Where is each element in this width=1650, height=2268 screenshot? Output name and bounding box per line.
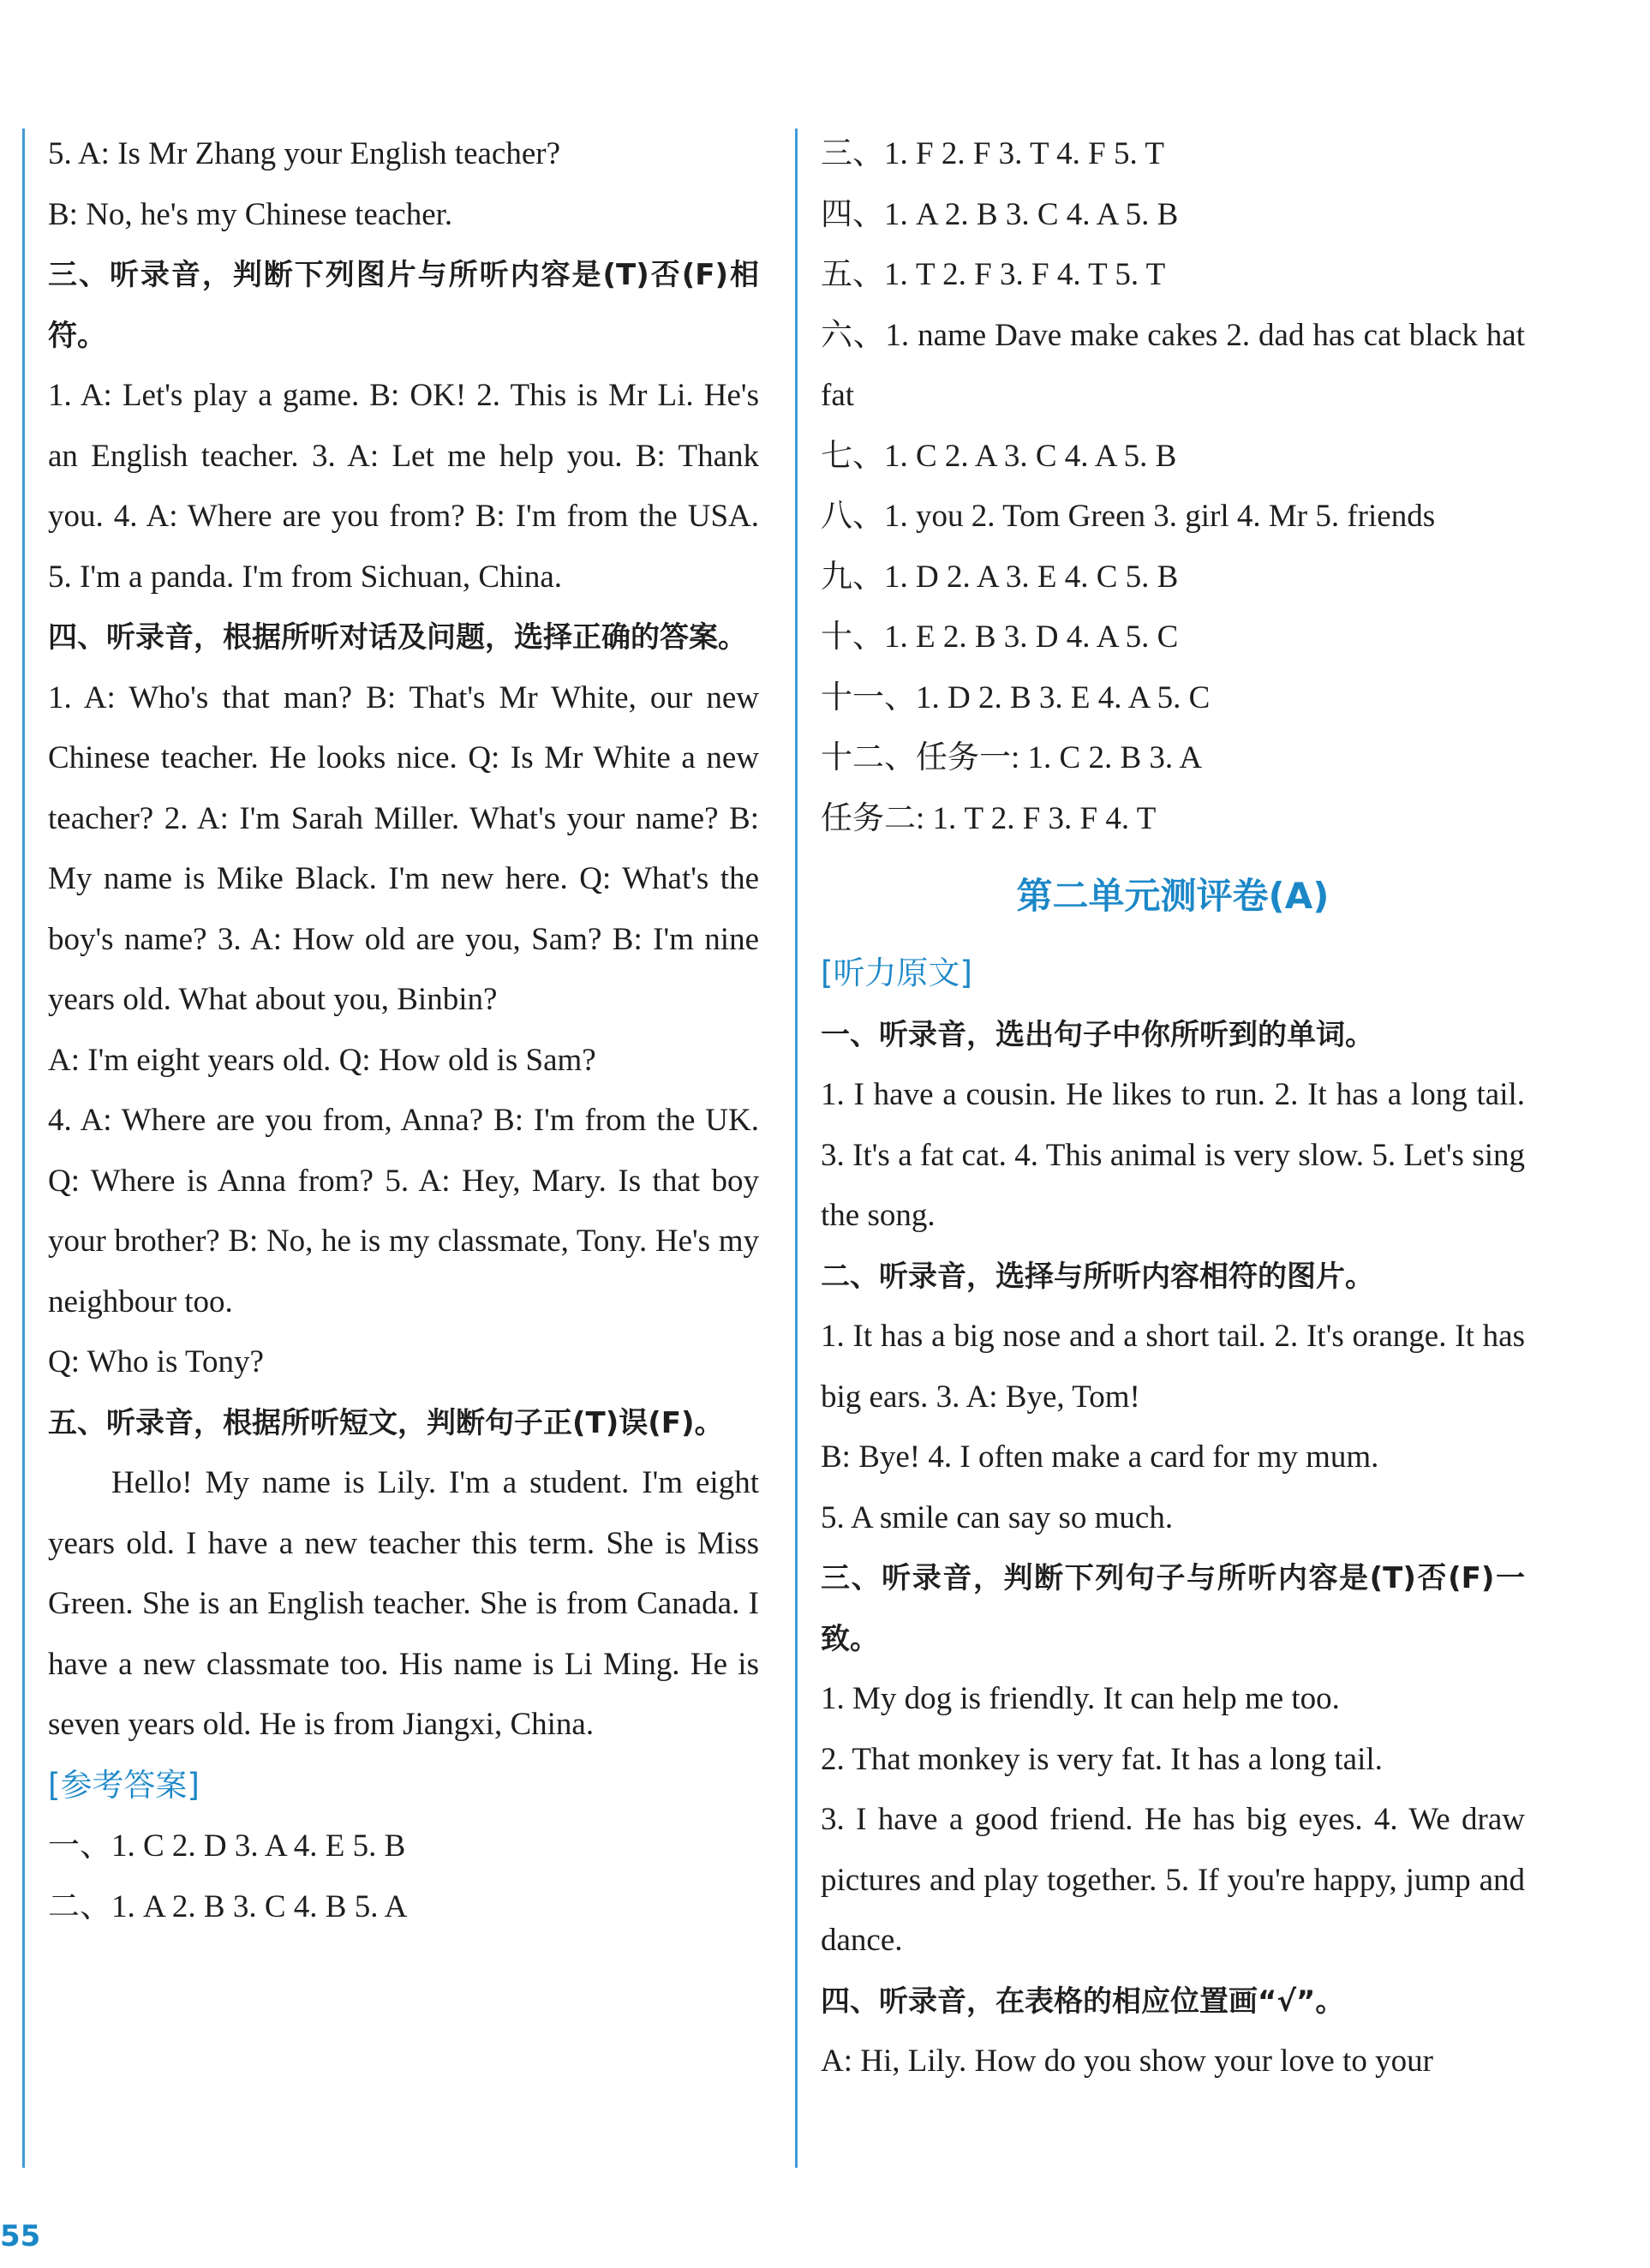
text-paragraph: 1. It has a big nose and a short tail. 2. It's orange. It has big ears. 3. A: Bye, Tom! (821, 1319, 1525, 1415)
answer-line: 四、1. A 2. B 3. C 4. A 5. B (821, 196, 1179, 232)
section-heading: 四、听录音，在表格的相应位置画“√”。 (821, 1984, 1345, 2019)
answer-line: 十、1. E 2. B 3. D 4. A 5. C (821, 619, 1179, 655)
section-heading: 三、听录音，判断下列图片与所听内容是(T)否(F)相符。 (48, 258, 759, 353)
answer-line: 三、1. F 2. F 3. T 4. F 5. T (821, 136, 1164, 171)
answer-key-tag: [参考答案] (48, 1766, 200, 1804)
answer-line: 九、1. D 2. A 3. E 4. C 5. B (821, 559, 1179, 595)
answer-line: 一、1. C 2. D 3. A 4. E 5. B (48, 1828, 406, 1864)
right-column (821, 124, 1525, 2092)
text-line: B: Bye! 4. I often make a card for my mum. (821, 1439, 1379, 1475)
answer-line: 七、1. C 2. A 3. C 4. A 5. B (821, 438, 1177, 474)
answer-line: 十一、1. D 2. B 3. E 4. A 5. C (821, 679, 1211, 715)
text-line: Q: Who is Tony? (48, 1344, 264, 1379)
answer-line: 任务二: 1. T 2. F 3. F 4. T (821, 800, 1157, 836)
section-heading: 五、听录音，根据所听短文，判断句子正(T)误(F)。 (48, 1405, 724, 1440)
text-paragraph: 4. A: Where are you from, Anna? B: I'm from the UK. Q: Where is Anna from? 5. A: Hey, Mary. Is that boy your brother? B: No, he is my classmate, Tony. He's my neighbour too. (48, 1103, 759, 1320)
text-line: 5. A smile can say so much. (821, 1499, 1174, 1535)
answer-line: 五、1. T 2. F 3. F 4. T 5. T (821, 257, 1166, 292)
section-heading: 二、听录音，选择与所听内容相符的图片。 (821, 1259, 1374, 1294)
text-paragraph: 1. A: Let's play a game. B: OK! 2. This is Mr Li. He's an English teacher. 3. A: Let me help you. B: Thank you. 4. A: Where are you from? B: I'm from the USA. 5. I'm a panda. I'm from Sichuan, China. (48, 378, 759, 595)
answer-line: 八、1. you 2. Tom Green 3. girl 4. Mr 5. friends (821, 499, 1436, 534)
text-paragraph: 3. I have a good friend. He has big eyes. 4. We draw pictures and play together. 5. If you're happy, jump and dance. (821, 1802, 1525, 1958)
answer-line: 二、1. A 2. B 3. C 4. B 5. A (48, 1888, 408, 1924)
text-line: A: I'm eight years old. Q: How old is Sam? (48, 1042, 596, 1078)
left-column (48, 124, 759, 1937)
section-heading: 三、听录音，判断下列句子与所听内容是(T)否(F)一致。 (821, 1561, 1525, 1656)
answer-line: 十二、任务一: 1. C 2. B 3. A (821, 740, 1203, 775)
text-line: A: Hi, Lily. How do you show your love to your (821, 2044, 1433, 2079)
section-heading: 一、听录音，选出句子中你所听到的单词。 (821, 1017, 1374, 1052)
listening-script-tag: [听力原文] (821, 954, 972, 991)
column-rule-left (22, 129, 25, 2168)
text-line: 1. My dog is friendly. It can help me too. (821, 1681, 1340, 1716)
unit-title: 第二单元测评卷(A) (1016, 875, 1330, 917)
text-line: B: No, he's my Chinese teacher. (48, 196, 453, 232)
page-number: 55 (0, 2219, 41, 2253)
section-heading: 四、听录音，根据所听对话及问题，选择正确的答案。 (48, 620, 747, 655)
text-line: 2. That monkey is very fat. It has a long tail. (821, 1741, 1383, 1777)
text-line: 5. A: Is Mr Zhang your English teacher? (48, 136, 561, 171)
answer-line: 六、1. name Dave make cakes 2. dad has cat black hat fat (821, 317, 1525, 413)
column-rule-right (795, 129, 798, 2168)
text-paragraph: 1. I have a cousin. He likes to run. 2. It has a long tail. 3. It's a fat cat. 4. This animal is very slow. 5. Let's sing the song. (821, 1077, 1525, 1233)
text-paragraph: Hello! My name is Lily. I'm a student. I'm eight years old. I have a new teacher this term. She is Miss Green. She is an English teacher. She is from Canada. I have a new classmate too. His name is Li Ming. He is seven years old. He is from Jiangxi, China. (48, 1465, 759, 1742)
text-paragraph: 1. A: Who's that man? B: That's Mr White, our new Chinese teacher. He looks nice. Q: Is Mr White a new teacher? 2. A: I'm Sarah Miller. What's your name? B: My name is Mike Black. I'm new here. Q: What's the boy's name? 3. A: How old are you, Sam? B: I'm nine years old. What about you, Binbin? (48, 679, 759, 1017)
